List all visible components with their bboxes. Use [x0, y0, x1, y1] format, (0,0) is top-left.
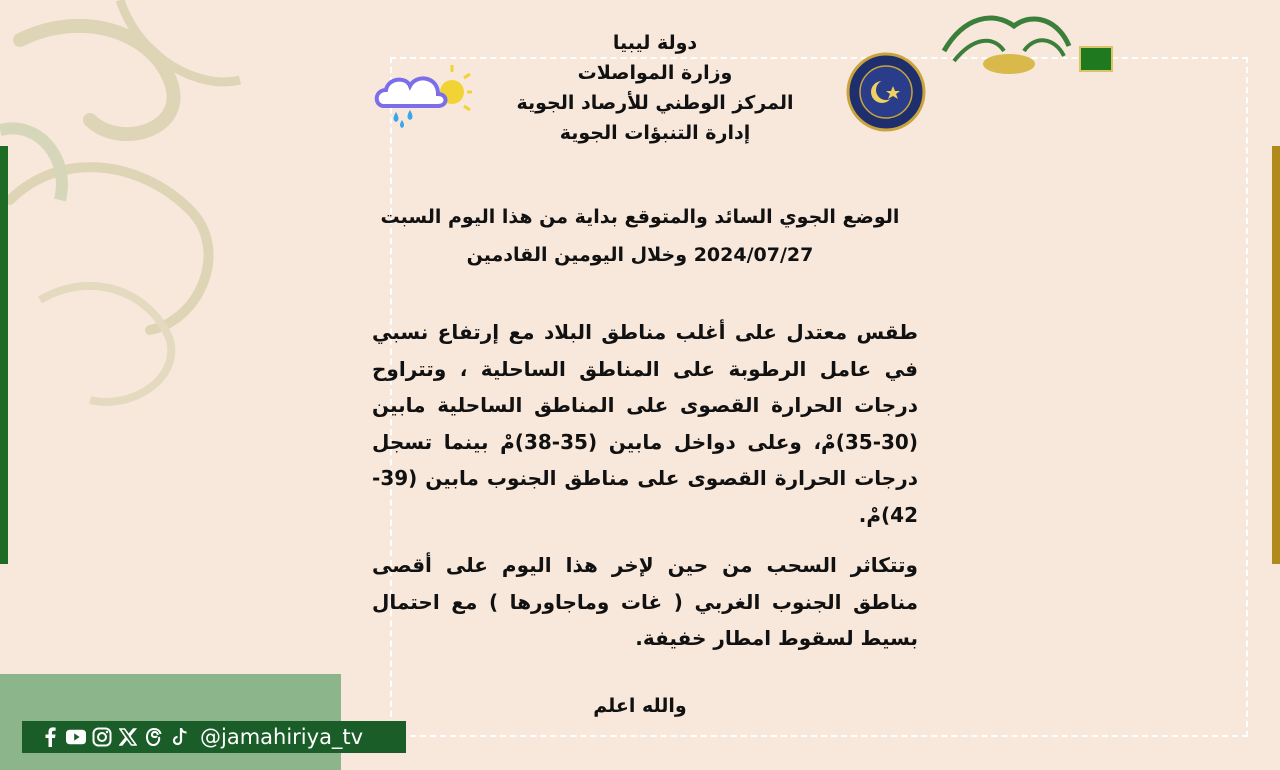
- forecast-body: [372, 314, 918, 671]
- social-media-bar: [22, 721, 406, 753]
- header-line-ministry: وزارة المواصلات: [577, 62, 733, 84]
- rain-cloud-sun-icon: [372, 60, 472, 130]
- closing-phrase: والله اعلم: [593, 695, 687, 717]
- header-line-country: دولة ليبيا: [612, 32, 698, 54]
- title-line-1: الوضع الجوي السائد والمتوقع بداية من هذا اليوم السبت: [380, 206, 900, 228]
- forecast-paragraph-temperatures: طقس معتدل على أغلب مناطق البلاد مع إرتفاع نسبي في عامل الرطوبة على المناطق الساحلية ، وتتراوح درجات الحرارة القصوى على المناطق الساحلية مابين (30-35)مْ، وعلى دواخل مابين (35-38)مْ بينما تسجل درجات الحرارة القصوى على مناطق الجنوب مابين (39-42)مْ.: [372, 320, 918, 527]
- libya-flag-icon: [1079, 46, 1113, 72]
- meteorological-center-seal: [846, 52, 926, 132]
- threads-icon[interactable]: [144, 727, 164, 747]
- header-line-department: إدارة التنبؤات الجوية: [559, 122, 751, 144]
- forecast-paragraph-clouds: وتتكاثر السحب من حين لإخر هذا اليوم على أقصى مناطق الجنوب الغربي ( غات وماجاورها ) مع احتمال بسيط لسقوط امطار خفيفة.: [372, 553, 918, 650]
- instagram-icon[interactable]: [92, 727, 112, 747]
- header-line-center: المركز الوطني للأرصاد الجوية: [516, 92, 794, 114]
- jamahiriya-logo: [934, 6, 1074, 76]
- ministry-header: [480, 28, 830, 148]
- youtube-icon[interactable]: [66, 727, 86, 747]
- social-handle[interactable]: @jamahiriya_tv: [200, 725, 364, 749]
- left-accent-bar: [0, 146, 8, 564]
- forecast-title: [380, 198, 900, 274]
- x-icon[interactable]: [118, 727, 138, 747]
- title-line-2: 2024/07/27 وخلال اليومين القادمين: [466, 244, 814, 266]
- tiktok-icon[interactable]: [170, 727, 190, 747]
- facebook-icon[interactable]: [40, 727, 60, 747]
- calligraphy-decoration: [0, 0, 260, 460]
- right-accent-bar: [1272, 146, 1280, 564]
